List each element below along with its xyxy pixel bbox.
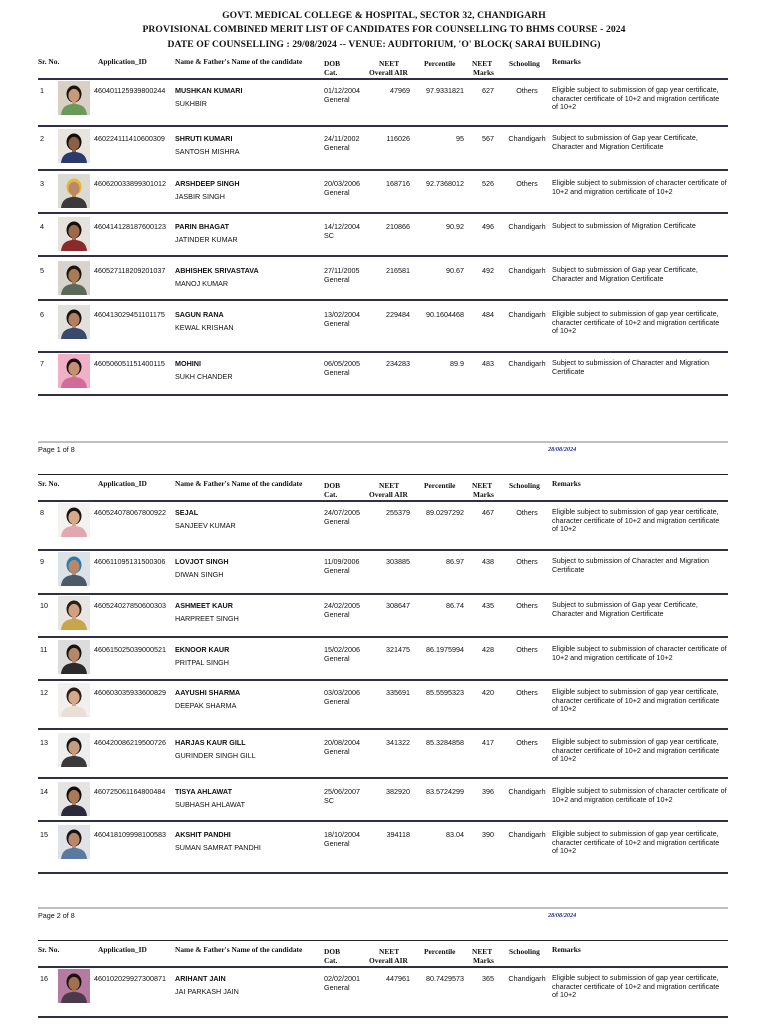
schooling: Others: [516, 601, 538, 610]
neet-overall-air: 216581: [386, 266, 410, 275]
table-row: [38, 310, 728, 354]
father-name: DEEPAK SHARMA: [175, 701, 237, 710]
application-id: 460603035933600829: [94, 688, 166, 697]
neet-marks: 483: [482, 359, 494, 368]
neet-overall-air: 394118: [386, 830, 410, 839]
page-break-rule: [38, 441, 728, 443]
neet-overall-air: 47969: [390, 86, 410, 95]
neet-overall-air: 308647: [386, 601, 410, 610]
col-neet: NEET: [379, 481, 400, 490]
neet-marks: 420: [482, 688, 494, 697]
percentile: 90.1604468: [426, 310, 464, 319]
row-divider: [38, 593, 728, 595]
remarks: Subject to submission of Gap year Certificate, Character and Migration Certificate: [552, 133, 698, 151]
row-divider: [38, 299, 728, 301]
candidate-photo: [58, 782, 90, 816]
category: SC: [324, 231, 334, 240]
neet-marks: 492: [482, 266, 494, 275]
percentile: 95: [456, 134, 464, 143]
col-cat: Cat.: [324, 956, 338, 965]
document-title-list: PROVISIONAL COMBINED MERIT LIST OF CANDIDATES FOR COUNSELLING TO BHMS COURSE - 2024: [142, 24, 626, 35]
father-name: JATINDER KUMAR: [175, 235, 238, 244]
father-name: KEWAL KRISHAN: [175, 323, 234, 332]
schooling: Others: [516, 179, 538, 188]
category: General: [324, 275, 350, 284]
page-break-rule: [38, 907, 728, 909]
remarks: Eligible subject to submission of character certificate of 10+2 and migration certificate of 10+2: [552, 786, 727, 804]
category: General: [324, 839, 350, 848]
counselling-date-venue: DATE OF COUNSELLING : 29/08/2024 -- VENUE: AUDITORIUM, 'O' BLOCK( SARAI BUILDING): [167, 39, 601, 50]
col-remarks: Remarks: [552, 945, 581, 954]
father-name: MANOJ KUMAR: [175, 279, 229, 288]
table-row: [38, 974, 728, 1018]
row-divider: [38, 1016, 728, 1018]
col-marks: Marks: [473, 68, 494, 77]
neet-overall-air: 229484: [386, 310, 410, 319]
father-name: SUBHASH AHLAWAT: [175, 800, 246, 809]
neet-overall-air: 168716: [386, 179, 410, 188]
serial-number: 11: [40, 645, 48, 654]
row-divider: [38, 636, 728, 638]
serial-number: 12: [40, 688, 48, 697]
percentile: 86.74: [446, 601, 464, 610]
candidate-photo: [58, 596, 90, 630]
neet-marks: 417: [482, 738, 494, 747]
serial-number: 16: [40, 974, 48, 983]
date-of-birth: 25/06/2007: [324, 787, 360, 796]
table-column-header: [38, 55, 728, 77]
row-divider: [38, 820, 728, 822]
remarks: Eligible subject to submission of character certificate of 10+2 and migration certificate of 10+2: [552, 644, 727, 662]
father-name: SUKHBIR: [175, 99, 207, 108]
col-application-id: Application_ID: [98, 945, 147, 954]
remarks: Subject to submission of Character and Migration Certificate: [552, 556, 710, 574]
neet-overall-air: 116026: [386, 134, 410, 143]
schooling: Chandigarh: [508, 134, 546, 143]
date-of-birth: 15/02/2006: [324, 645, 360, 654]
table-row: [38, 134, 728, 178]
father-name: SUMAN SAMRAT PANDHI: [175, 843, 261, 852]
date-of-birth: 06/05/2005: [324, 359, 360, 368]
neet-marks: 365: [482, 974, 494, 983]
table-column-header: [38, 477, 728, 499]
date-of-birth: 11/09/2006: [324, 557, 360, 566]
category: General: [324, 747, 350, 756]
neet-overall-air: 255379: [386, 508, 410, 517]
percentile: 86.1975994: [426, 645, 464, 654]
candidate-photo: [58, 969, 90, 1003]
col-air: Overall AIR: [369, 956, 408, 965]
date-of-birth: 02/02/2001: [324, 974, 360, 983]
application-id: 460524078067800922: [94, 508, 166, 517]
candidate-name: SEJAL: [175, 508, 199, 517]
col-name: Name & Father's Name of the candidate: [175, 479, 303, 488]
table-row: [38, 179, 728, 223]
neet-marks: 428: [482, 645, 494, 654]
category: General: [324, 95, 350, 104]
candidate-name: HARJAS KAUR GILL: [175, 738, 246, 747]
percentile: 90.67: [446, 266, 464, 275]
candidate-name: AKSHIT PANDHI: [175, 830, 231, 839]
candidate-photo: [58, 683, 90, 717]
candidate-name: MOHINI: [175, 359, 201, 368]
schooling: Chandigarh: [508, 787, 546, 796]
remarks: Eligible subject to submission of character certificate of 10+2 and migration certificate of 10+2: [552, 178, 727, 196]
schooling: Others: [516, 86, 538, 95]
neet-overall-air: 341322: [386, 738, 410, 747]
remarks: Eligible subject to submission of gap year certificate, character certificate of 10+2 and migration certificate of 10+2: [552, 737, 720, 764]
remarks: Eligible subject to submission of gap year certificate, character certificate of 10+2 and migration certificate of 10+2: [552, 309, 720, 336]
date-of-birth: 20/08/2004: [324, 738, 360, 747]
neet-marks: 435: [482, 601, 494, 610]
application-id: 460527118209201037: [94, 266, 166, 275]
neet-overall-air: 382920: [386, 787, 410, 796]
col-schooling: Schooling: [509, 59, 540, 68]
col-schooling: Schooling: [509, 481, 540, 490]
section-top-rule: [38, 940, 728, 941]
col-marks: Marks: [473, 956, 494, 965]
candidate-photo: [58, 354, 90, 388]
schooling: Others: [516, 508, 538, 517]
col-cat: Cat.: [324, 490, 338, 499]
date-of-birth: 01/12/2004: [324, 86, 360, 95]
application-id: 460524027850600303: [94, 601, 166, 610]
schooling: Chandigarh: [508, 359, 546, 368]
neet-marks: 484: [482, 310, 494, 319]
col-remarks: Remarks: [552, 57, 581, 66]
table-row: [38, 266, 728, 310]
father-name: JAI PARKASH JAIN: [175, 987, 239, 996]
schooling: Chandigarh: [508, 266, 546, 275]
serial-number: 6: [40, 310, 44, 319]
section-top-rule: [38, 474, 728, 475]
page-number: Page 1 of 8: [38, 445, 75, 454]
schooling: Others: [516, 645, 538, 654]
candidate-name: MUSHKAN KUMARI: [175, 86, 243, 95]
serial-number: 13: [40, 738, 48, 747]
neet-overall-air: 303885: [386, 557, 410, 566]
application-id: 460414128187600123: [94, 222, 166, 231]
col-neet: NEET: [379, 947, 400, 956]
remarks: Subject to submission of Migration Certificate: [552, 221, 696, 230]
col-marks: Marks: [473, 490, 494, 499]
candidate-name: ABHISHEK SRIVASTAVA: [175, 266, 259, 275]
category: SC: [324, 796, 334, 805]
row-divider: [38, 255, 728, 257]
neet-marks: 438: [482, 557, 494, 566]
col-percentile: Percentile: [424, 481, 456, 490]
candidate-photo: [58, 81, 90, 115]
percentile: 89.9: [450, 359, 464, 368]
col-srno: Sr. No.: [38, 945, 60, 954]
candidate-name: TISYA AHLAWAT: [175, 787, 232, 796]
row-divider: [38, 169, 728, 171]
neet-overall-air: 335691: [386, 688, 410, 697]
application-id: 460401125939800244: [94, 86, 166, 95]
serial-number: 5: [40, 266, 44, 275]
neet-marks: 396: [482, 787, 494, 796]
candidate-photo: [58, 733, 90, 767]
candidate-photo: [58, 552, 90, 586]
date-of-birth: 13/02/2004: [324, 310, 360, 319]
father-name: PRITPAL SINGH: [175, 658, 229, 667]
candidate-photo: [58, 174, 90, 208]
application-id: 460620033899301012: [94, 179, 166, 188]
father-name: JASBIR SINGH: [175, 192, 225, 201]
col-cat: Cat.: [324, 68, 338, 77]
category: General: [324, 654, 350, 663]
table-row: [38, 645, 728, 689]
table-row: [38, 222, 728, 266]
serial-number: 2: [40, 134, 44, 143]
col-srno: Sr. No.: [38, 479, 60, 488]
date-of-birth: 24/02/2005: [324, 601, 360, 610]
category: General: [324, 143, 350, 152]
father-name: SANTOSH MISHRA: [175, 147, 240, 156]
application-id: 460506051151400115: [94, 359, 165, 368]
percentile: 83.5724299: [426, 787, 464, 796]
header-rule: [38, 500, 728, 502]
col-dob: DOB: [324, 947, 341, 956]
row-divider: [38, 777, 728, 779]
neet-marks: 390: [482, 830, 494, 839]
col-neet-marks: NEET: [472, 59, 493, 68]
col-dob: DOB: [324, 481, 341, 490]
date-of-birth: 24/07/2005: [324, 508, 360, 517]
serial-number: 8: [40, 508, 44, 517]
candidate-photo: [58, 305, 90, 339]
neet-overall-air: 447961: [386, 974, 410, 983]
category: General: [324, 983, 350, 992]
neet-overall-air: 234283: [386, 359, 410, 368]
schooling: Others: [516, 688, 538, 697]
col-air: Overall AIR: [369, 490, 408, 499]
table-row: [38, 738, 728, 782]
category: General: [324, 319, 350, 328]
serial-number: 9: [40, 557, 44, 566]
page-number: Page 2 of 8: [38, 911, 75, 920]
percentile: 92.7368012: [426, 179, 464, 188]
col-remarks: Remarks: [552, 479, 581, 488]
date-of-birth: 14/12/2004: [324, 222, 360, 231]
remarks: Eligible subject to submission of gap year certificate, character certificate of 10+2 and migration certificate of 10+2: [552, 507, 720, 534]
serial-number: 3: [40, 179, 44, 188]
remarks: Subject to submission of Character and Migration Certificate: [552, 358, 710, 376]
candidate-photo: [58, 217, 90, 251]
category: General: [324, 610, 350, 619]
percentile: 85.5595323: [426, 688, 464, 697]
percentile: 90.92: [446, 222, 464, 231]
application-id: 460102029927300871: [94, 974, 166, 983]
schooling: Others: [516, 557, 538, 566]
schooling: Chandigarh: [508, 310, 546, 319]
schooling: Chandigarh: [508, 974, 546, 983]
category: General: [324, 188, 350, 197]
header-rule: [38, 78, 728, 80]
percentile: 83.04: [446, 830, 464, 839]
remarks: Eligible subject to submission of gap year certificate, character certificate of 10+2 and migration certificate of 10+2: [552, 973, 720, 1000]
category: General: [324, 697, 350, 706]
application-id: 460615025039000521: [94, 645, 166, 654]
remarks: Eligible subject to submission of gap year certificate, character certificate of 10+2 and migration certificate of 10+2: [552, 85, 720, 112]
serial-number: 15: [40, 830, 48, 839]
candidate-name: EKNOOR KAUR: [175, 645, 230, 654]
neet-marks: 526: [482, 179, 494, 188]
row-divider: [38, 125, 728, 127]
col-air: Overall AIR: [369, 68, 408, 77]
category: General: [324, 368, 350, 377]
table-row: [38, 86, 728, 130]
candidate-photo: [58, 503, 90, 537]
father-name: GURINDER SINGH GILL: [175, 751, 256, 760]
serial-number: 1: [40, 86, 44, 95]
father-name: DIWAN SINGH: [175, 570, 224, 579]
schooling: Chandigarh: [508, 222, 546, 231]
candidate-photo: [58, 825, 90, 859]
candidate-name: ASHMEET KAUR: [175, 601, 233, 610]
percentile: 89.0297292: [426, 508, 464, 517]
col-neet-marks: NEET: [472, 481, 493, 490]
serial-number: 4: [40, 222, 44, 231]
col-application-id: Application_ID: [98, 57, 147, 66]
col-percentile: Percentile: [424, 947, 456, 956]
row-divider: [38, 728, 728, 730]
remarks: Eligible subject to submission of gap year certificate, character certificate of 10+2 and migration certificate of 10+2: [552, 829, 720, 856]
row-divider: [38, 394, 728, 396]
date-of-birth: 24/11/2002: [324, 134, 360, 143]
table-row: [38, 830, 728, 874]
date-of-birth: 18/10/2004: [324, 830, 360, 839]
candidate-name: ARSHDEEP SINGH: [175, 179, 240, 188]
remarks: Subject to submission of Gap year Certificate, Character and Migration Certificate: [552, 600, 698, 618]
table-row: [38, 359, 728, 403]
neet-marks: 496: [482, 222, 494, 231]
candidate-name: PARIN BHAGAT: [175, 222, 230, 231]
neet-overall-air: 321475: [386, 645, 410, 654]
table-row: [38, 601, 728, 645]
date-of-birth: 03/03/2006: [324, 688, 360, 697]
candidate-photo: [58, 261, 90, 295]
serial-number: 10: [40, 601, 48, 610]
schooling: Chandigarh: [508, 830, 546, 839]
father-name: SUKH CHANDER: [175, 372, 233, 381]
candidate-photo: [58, 640, 90, 674]
row-divider: [38, 679, 728, 681]
candidate-name: ARIHANT JAIN: [175, 974, 226, 983]
neet-marks: 467: [482, 508, 494, 517]
date-of-birth: 20/03/2006: [324, 179, 360, 188]
neet-marks: 627: [482, 86, 494, 95]
row-divider: [38, 351, 728, 353]
application-id: 460611095131500306: [94, 557, 166, 566]
col-name: Name & Father's Name of the candidate: [175, 945, 303, 954]
candidate-name: SHRUTI KUMARI: [175, 134, 233, 143]
application-id: 460224111410600309: [94, 134, 165, 143]
col-dob: DOB: [324, 59, 341, 68]
candidate-photo: [58, 129, 90, 163]
table-row: [38, 787, 728, 831]
application-id: 460413029451101175: [94, 310, 165, 319]
table-column-header: [38, 943, 728, 965]
table-row: [38, 688, 728, 732]
neet-overall-air: 210866: [386, 222, 410, 231]
father-name: SANJEEV KUMAR: [175, 521, 236, 530]
percentile: 97.9331821: [426, 86, 464, 95]
col-neet: NEET: [379, 59, 400, 68]
col-application-id: Application_ID: [98, 479, 147, 488]
candidate-name: AAYUSHI SHARMA: [175, 688, 241, 697]
date-of-birth: 27/11/2005: [324, 266, 360, 275]
print-date: 28/08/2024: [548, 912, 577, 919]
col-schooling: Schooling: [509, 947, 540, 956]
table-row: [38, 508, 728, 552]
col-name: Name & Father's Name of the candidate: [175, 57, 303, 66]
category: General: [324, 566, 350, 575]
remarks: Eligible subject to submission of gap year certificate, character certificate of 10+2 and migration certificate of 10+2: [552, 687, 720, 714]
print-date: 28/08/2024: [548, 446, 577, 453]
serial-number: 7: [40, 359, 44, 368]
percentile: 80.7429573: [426, 974, 464, 983]
col-neet-marks: NEET: [472, 947, 493, 956]
neet-marks: 567: [482, 134, 494, 143]
percentile: 85.3284858: [426, 738, 464, 747]
application-id: 460420086219500726: [94, 738, 166, 747]
candidate-name: LOVJOT SINGH: [175, 557, 229, 566]
father-name: HARPREET SINGH: [175, 614, 239, 623]
schooling: Others: [516, 738, 538, 747]
category: General: [324, 517, 350, 526]
application-id: 460725061164800484: [94, 787, 166, 796]
row-divider: [38, 212, 728, 214]
document-title-institution: GOVT. MEDICAL COLLEGE & HOSPITAL, SECTOR 32, CHANDIGARH: [222, 10, 546, 21]
row-divider: [38, 549, 728, 551]
percentile: 86.97: [446, 557, 464, 566]
candidate-name: SAGUN RANA: [175, 310, 224, 319]
remarks: Subject to submission of Gap year Certificate, Character and Migration Certificate: [552, 265, 698, 283]
header-rule: [38, 966, 728, 968]
serial-number: 14: [40, 787, 48, 796]
col-srno: Sr. No.: [38, 57, 60, 66]
col-percentile: Percentile: [424, 59, 456, 68]
application-id: 460418109998100583: [94, 830, 166, 839]
row-divider: [38, 872, 728, 874]
